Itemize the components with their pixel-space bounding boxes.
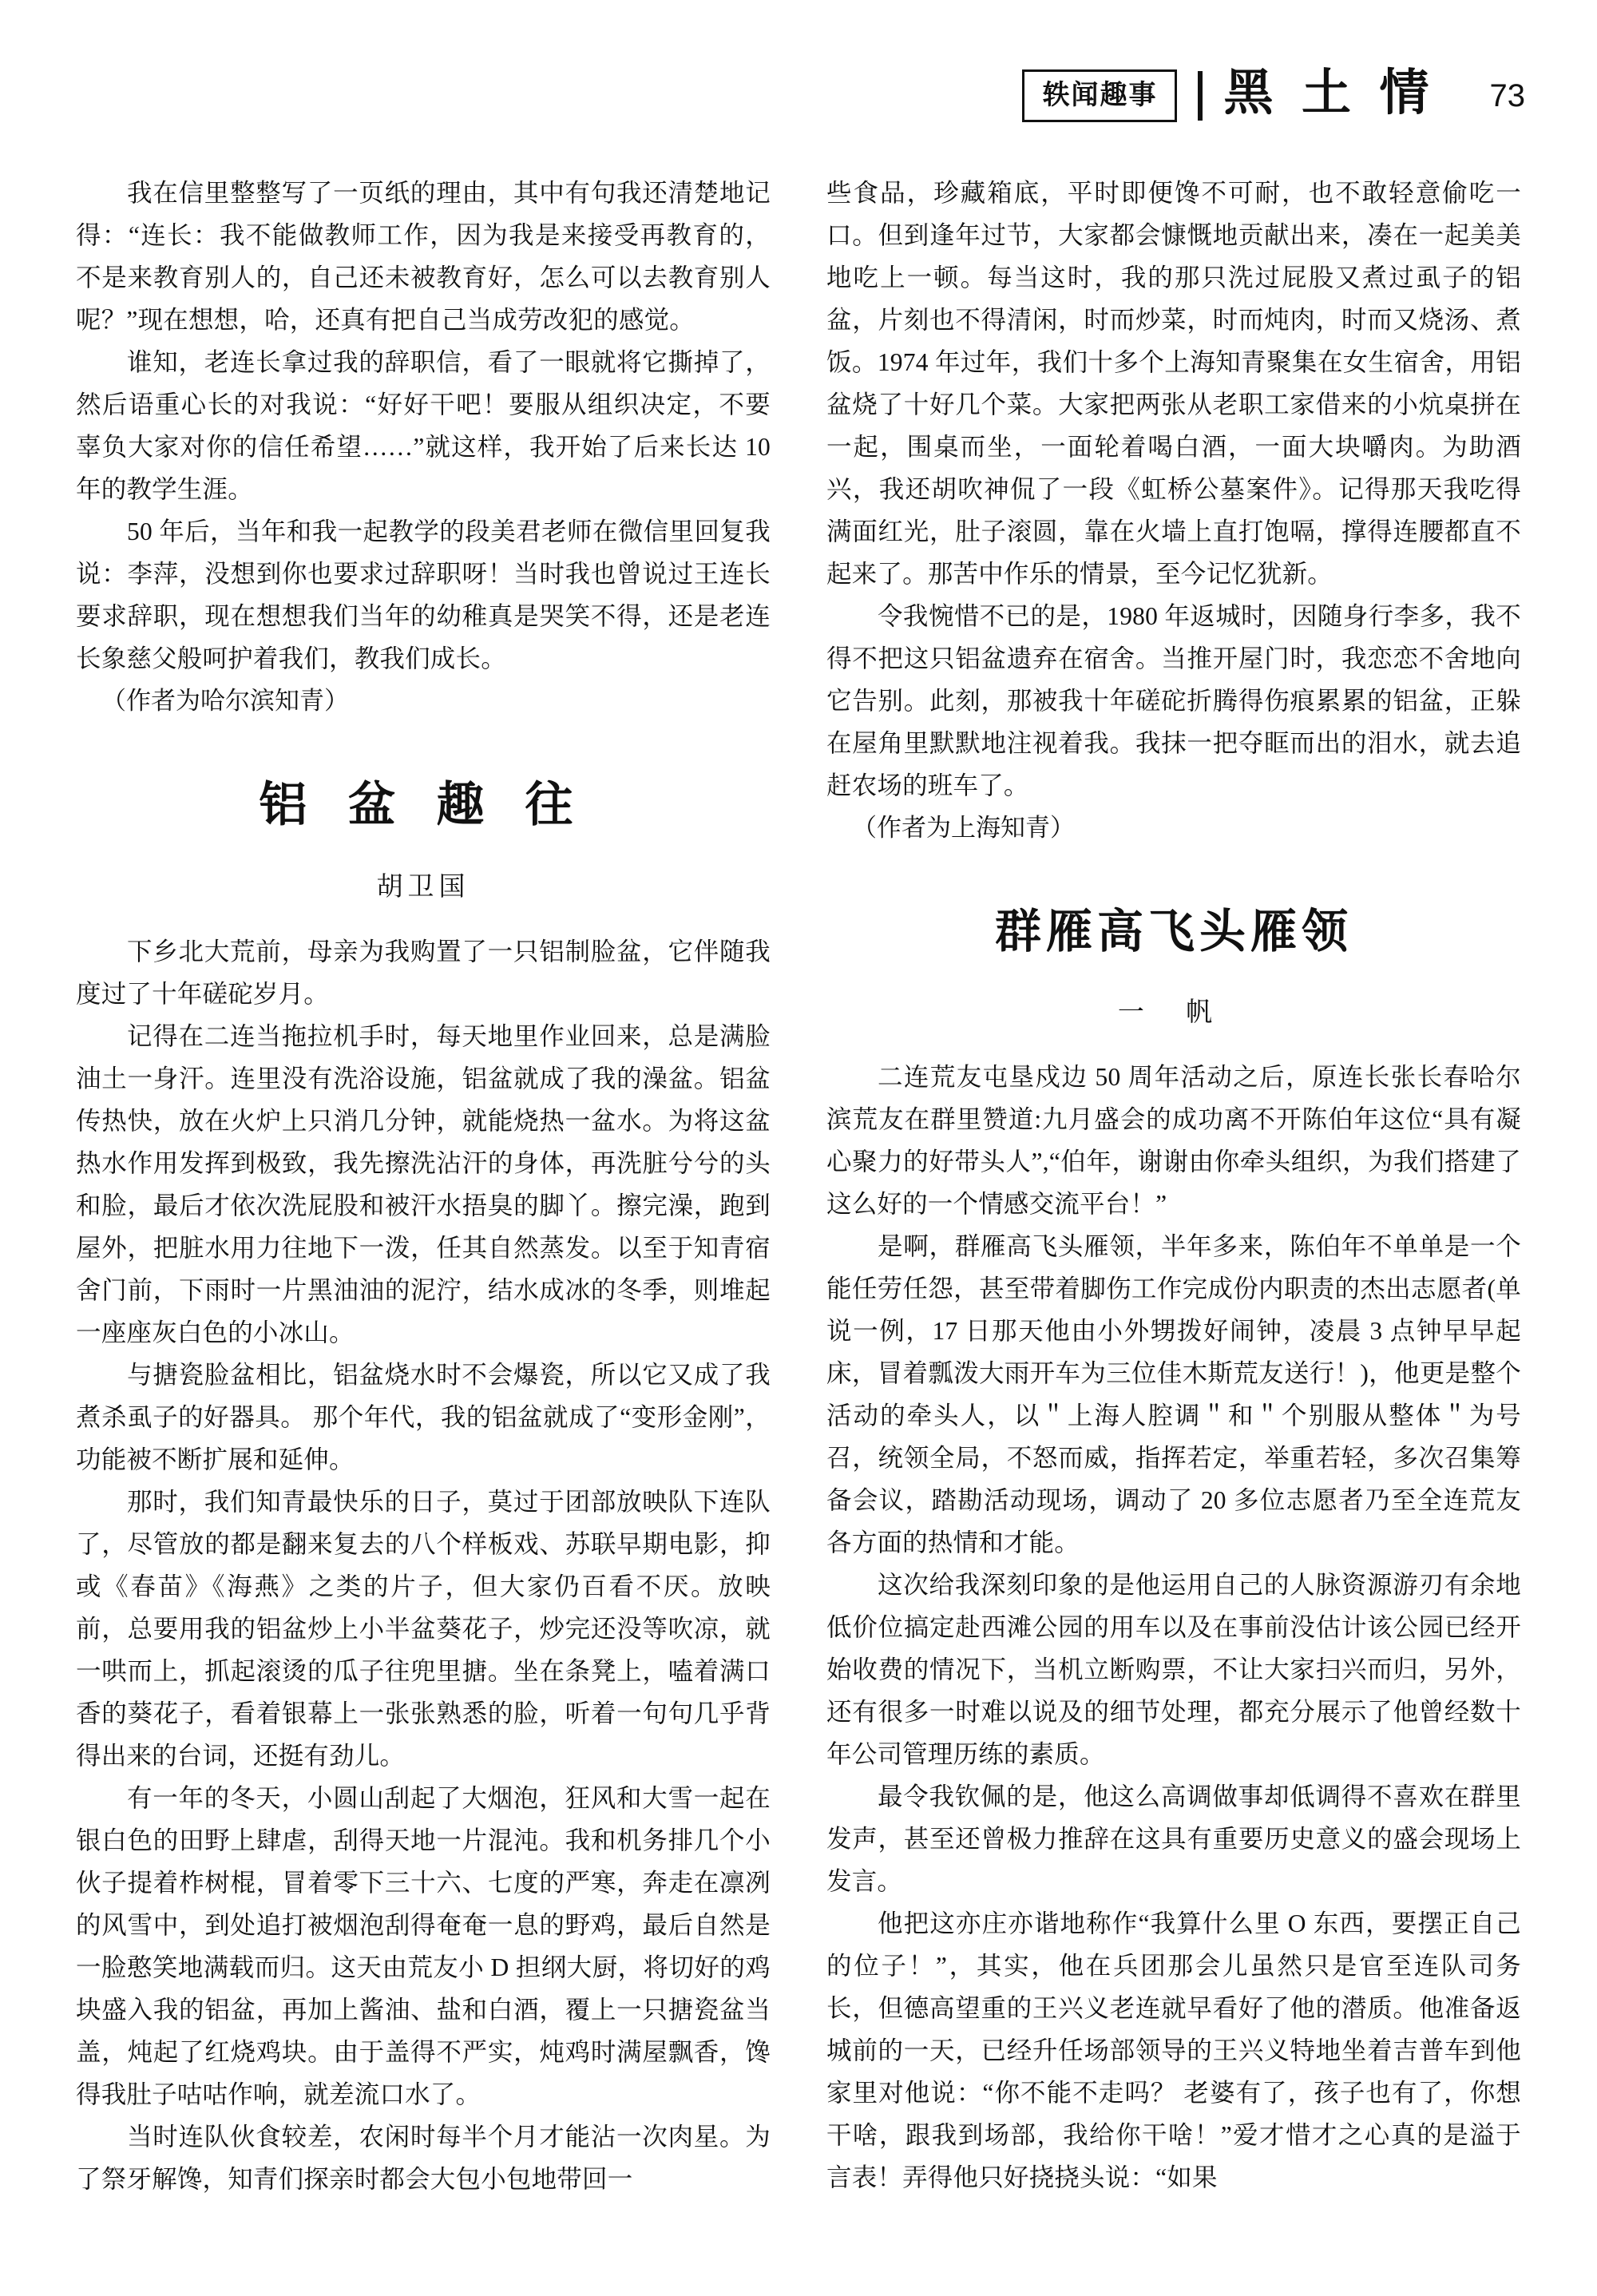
two-column-layout (76, 172, 1521, 2200)
paragraph: 记得在二连当拖拉机手时，每天地里作业回来，总是满脸油土一身汗。连里没有洗浴设施，铝盆就成了我的澡盆。铝盆传热快，放在火炉上只消几分钟，就能烧热一盆水。为将这盆热水作用发挥到极致，我先擦洗沾汗的身体，再洗脏兮兮的头和脸，最后才依次洗屁股和被汗水捂臭的脚丫。擦完澡，跑到屋外，把脏水用力往地下一泼，任其自然蒸发。以至于知青宿舍门前，下雨时一片黑油油的泥泞，结水成冰的冬季，则堆起一座座灰白色的小冰山。 (76, 1022, 771, 1346)
paragraph: 这次给我深刻印象的是他运用自己的人脉资源游刃有余地低价位搞定赴西滩公园的用车以及在事前没估计该公园已经开始收费的情况下，当机立断购票，不让大家扫兴而归，另外，还有很多一时难以说及的细节处理，都充分展示了他曾经数十年公司管理历练的素质。 (826, 1571, 1521, 1768)
right-column (826, 172, 1521, 2200)
paragraph: 有一年的冬天，小圆山刮起了大烟泡，狂风和大雪一起在银白色的田野上肆虐，刮得天地一片混沌。我和机务排几个小伙子提着柞树棍，冒着零下三十六、七度的严寒，奔走在凛冽的风雪中，到处追打被烟泡刮得奄奄一息的野鸡，最后自然是一脸憨笑地满载而归。这天由荒友小 D 担纲大厨，将切好的鸡块盛入我的铝盆，再加上酱油、盐和白酒，覆上一只搪瓷盆当盖，炖起了红烧鸡块。由于盖得不严实，炖鸡时满屋飘香，馋得我肚子咕咕作响，就差流口水了。 (76, 1784, 771, 2108)
article-author: 胡卫国 (376, 873, 470, 902)
article-title: 群雁高飞头雁领 (994, 906, 1353, 958)
paragraph: 当时连队伙食较差，农闲时每半个月才能沾一次肉星。为了祭牙解馋，知青们探亲时都会大包小包地带回一 (76, 2123, 771, 2193)
paragraph: 与搪瓷脸盆相比，铝盆烧水时不会爆瓷，所以它又成了我煮杀虱子的好器具。 那个年代，我的铝盆就成了“变形金刚”，功能被不断扩展和延伸。 (76, 1361, 771, 1473)
article-title: 铝 盆 趣 往 (259, 779, 588, 831)
paragraph: 50 年后，当年和我一起教学的段美君老师在微信里回复我说：李萍，没想到你也要求过辞职呀！当时我也曾说过王连长要求辞职，现在想想我们当年的幼稚真是哭笑不得，还是老连长象慈父般呵护着我们，教我们成长。 (76, 517, 771, 672)
paragraph: 那时，我们知青最快乐的日子，莫过于团部放映队下连队了，尽管放的都是翻来复去的八个样板戏、苏联早期电影，抑或《春苗》《海燕》之类的片子，但大家仍百看不厌。放映前，总要用我的铝盆炒上小半盆葵花子，炒完还没等吹凉，就一哄而上，抓起滚烫的瓜子往兜里搪。坐在条凳上，嗑着满口香的葵花子，看着银幕上一张张熟悉的脸，听着一句句几乎背得出来的台词，还挺有劲儿。 (76, 1488, 771, 1770)
header-divider-bar (1198, 71, 1203, 121)
magazine-title: 黑 土 情 (1223, 66, 1437, 121)
article-signature: （作者为上海知青） (852, 814, 1075, 842)
paragraph: 我在信里整整写了一页纸的理由，其中有句我还清楚地记得：“连长：我不能做教师工作，因为我是来接受再教育的，不是来教育别人的，自己还未被教育好，怎么可以去教育别人呢？”现在想想，哈，还真有把自己当成劳改犯的感觉。 (76, 179, 771, 334)
paragraph: 些食品，珍藏箱底，平时即便馋不可耐，也不敢轻意偷吃一口。但到逢年过节，大家都会慷慨地贡献出来，凑在一起美美地吃上一顿。每当这时，我的那只洗过屁股又煮过虱子的铝盆，片刻也不得清闲，时而炒菜，时而炖肉，时而又烧汤、煮饭。1974 年过年，我们十多个上海知青聚集在女生宿舍，用铝盆烧了十好几个菜。大家把两张从老职工家借来的小炕桌拼在一起，围桌而坐，一面轮着喝白酒，一面大块嚼肉。为助酒兴，我还胡吹神侃了一段《虹桥公墓案件》。记得那天我吃得满面红光，肚子滚圆，靠在火墙上直打饱嗝，撑得连腰都直不起来了。那苦中作乐的情景，至今记忆犹新。 (826, 179, 1521, 588)
paragraph: 二连荒友屯垦戍边 50 周年活动之后，原连长张长春哈尔滨荒友在群里赞道:九月盛会的成功离不开陈伯年这位“具有凝心聚力的好带头人”,“伯年，谢谢由你牵头组织，为我们搭建了这么好的一个情感交流平台！” (826, 1063, 1521, 1218)
header-section-label: 轶闻趣事 (1022, 69, 1177, 122)
paragraph: 令我惋惜不已的是，1980 年返城时，因随身行李多，我不得不把这只铝盆遗弃在宿舍。当推开屋门时，我恋恋不舍地向它告别。此刻，那被我十年磋砣折腾得伤痕累累的铝盆，正躲在屋角里默默地注视着我。我抹一把夺眶而出的泪水，就去追赶农场的班车了。 (826, 602, 1521, 799)
paragraph: 谁知，老连长拿过我的辞职信，看了一眼就将它撕掉了，然后语重心长的对我说：“好好干吧！要服从组织决定，不要辜负大家对你的信任希望……”就这样，我开始了后来长达 10 年的教学生涯。 (76, 348, 771, 503)
left-column (76, 172, 771, 2200)
paragraph: 下乡北大荒前，母亲为我购置了一只铝制脸盆，它伴随我度过了十年磋砣岁月。 (76, 938, 771, 1008)
paragraph: 他把这亦庄亦谐地称作“我算什么里 O 东西，要摆正自己的位子！”，其实，他在兵团那会儿虽然只是官至连队司务长，但德高望重的王兴义老连就早看好了他的潜质。他准备返城前的一天，已经升任场部领导的王兴义特地坐着吉普车到他家里对他说：“你不能不走吗？ 老婆有了，孩子也有了，你想干啥，跟我到场部，我给你干啥！”爱才惜才之心真的是溢于言表！弄得他只好挠挠头说：“如果 (826, 1909, 1521, 2191)
article-signature: （作者为哈尔滨知青） (101, 687, 349, 715)
paragraph: 最令我钦佩的是，他这么高调做事却低调得不喜欢在群里发声，甚至还曾极力推辞在这具有重要历史意义的盛会现场上发言。 (826, 1782, 1521, 1895)
paragraph: 是啊，群雁高飞头雁领，半年多来，陈伯年不单单是一个能任劳任怨，甚至带着脚伤工作完成份内职责的杰出志愿者(单说一例，17 日那天他由小外甥拨好闹钟，凌晨 3 点钟早早起床，冒着瓢泼大雨开车为三位佳木斯荒友送行！)，他更是整个活动的牵头人，以＂上海人腔调＂和＂个别服从整体＂为号召，统领全局，不怒而威，指挥若定，举重若轻，多次召集筹备会议，踏勘活动现场，调动了 20 多位志愿者乃至全连荒友各方面的热情和才能。 (826, 1232, 1521, 1556)
article-author: 一 帆 (1117, 998, 1230, 1027)
page-header (1022, 66, 1525, 123)
page-number: 73 (1489, 78, 1525, 113)
